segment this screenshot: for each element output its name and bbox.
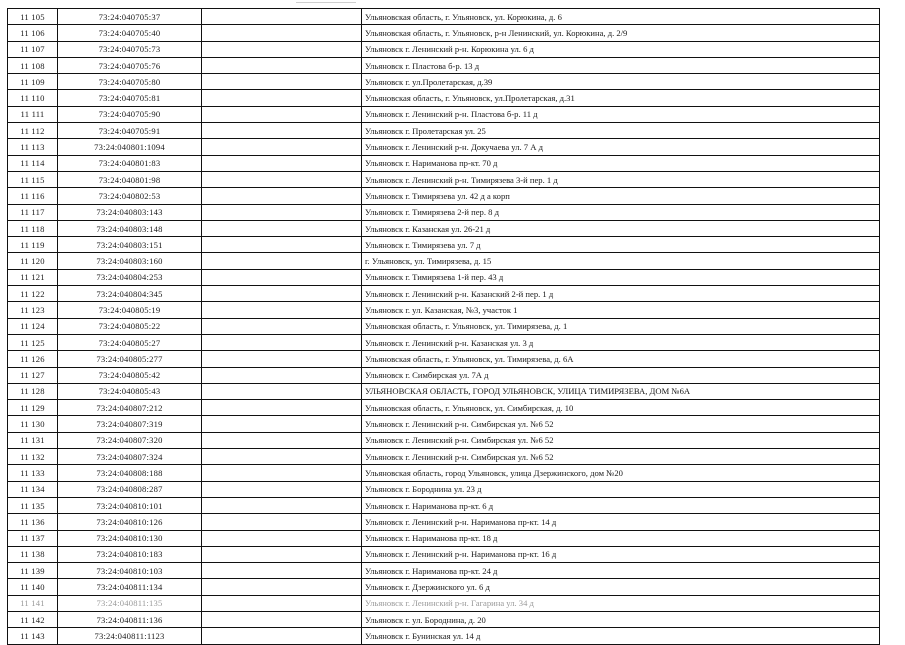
table-row — [8, 220, 880, 236]
address-cell: Ульяновская область, г. Ульяновск, ул. Корюкина, д. 6 — [362, 9, 880, 25]
table-row — [8, 318, 880, 334]
cadastral-number-cell: 73:24:040705:73 — [58, 41, 202, 57]
address-cell: Ульяновск г. Тимирязева 2-й пер. 8 д — [362, 204, 880, 220]
address-cell: УЛЬЯНОВСКАЯ ОБЛАСТЬ, ГОРОД УЛЬЯНОВСК, УЛИЦА ТИМИРЯЗЕВА, ДОМ №6А — [362, 383, 880, 399]
empty-cell — [202, 74, 362, 90]
cadastral-number-cell: 73:24:040803:160 — [58, 253, 202, 269]
table-row — [8, 416, 880, 432]
cadastral-number-cell: 73:24:040811:1123 — [58, 628, 202, 644]
cadastral-number-cell: 73:24:040802:53 — [58, 188, 202, 204]
cadastral-number-cell: 73:24:040810:183 — [58, 546, 202, 562]
row-number-cell: 11 108 — [8, 57, 58, 73]
row-number-cell: 11 121 — [8, 269, 58, 285]
table-row — [8, 253, 880, 269]
empty-cell — [202, 139, 362, 155]
row-number-cell: 11 141 — [8, 595, 58, 611]
table-row — [8, 628, 880, 644]
address-cell: Ульяновск г. Тимирязева ул. 7 д — [362, 237, 880, 253]
cadastral-number-cell: 73:24:040803:148 — [58, 220, 202, 236]
address-cell: Ульяновская область, г. Ульяновск, ул. Тимирязева, д. 6А — [362, 351, 880, 367]
row-number-cell: 11 119 — [8, 237, 58, 253]
empty-cell — [202, 579, 362, 595]
table-row — [8, 367, 880, 383]
row-number-cell: 11 127 — [8, 367, 58, 383]
table-row — [8, 41, 880, 57]
table-row — [8, 302, 880, 318]
empty-cell — [202, 497, 362, 513]
empty-cell — [202, 318, 362, 334]
address-cell: Ульяновская область, г. Ульяновск, ул.Пролетарская, д.31 — [362, 90, 880, 106]
table-row — [8, 351, 880, 367]
table-row — [8, 334, 880, 350]
table-row — [8, 123, 880, 139]
row-number-cell: 11 118 — [8, 220, 58, 236]
table-row — [8, 155, 880, 171]
empty-cell — [202, 595, 362, 611]
empty-cell — [202, 204, 362, 220]
table-row — [8, 432, 880, 448]
row-number-cell: 11 120 — [8, 253, 58, 269]
empty-cell — [202, 57, 362, 73]
empty-cell — [202, 351, 362, 367]
cadastral-number-cell: 73:24:040705:37 — [58, 9, 202, 25]
table-row — [8, 139, 880, 155]
table-row — [8, 57, 880, 73]
row-number-cell: 11 110 — [8, 90, 58, 106]
cadastral-number-cell: 73:24:040705:90 — [58, 106, 202, 122]
address-cell: Ульяновская область, город Ульяновск, улица Дзержинского, дом №20 — [362, 465, 880, 481]
address-cell: Ульяновск г. Тимирязева 1-й пер. 43 д — [362, 269, 880, 285]
table-row — [8, 106, 880, 122]
cadastral-number-cell: 73:24:040805:42 — [58, 367, 202, 383]
address-cell: Ульяновск г. Нариманова пр-кт. 70 д — [362, 155, 880, 171]
cadastral-number-cell: 73:24:040810:130 — [58, 530, 202, 546]
row-number-cell: 11 106 — [8, 25, 58, 41]
cadastral-number-cell: 73:24:040804:345 — [58, 286, 202, 302]
address-cell: Ульяновск г. Ленинский р-н. Нариманова пр-кт. 16 д — [362, 546, 880, 562]
empty-cell — [202, 302, 362, 318]
row-number-cell: 11 124 — [8, 318, 58, 334]
cadastral-number-cell: 73:24:040805:27 — [58, 334, 202, 350]
address-cell: Ульяновск г. Ленинский р-н. Казанский 2-й пер. 1 д — [362, 286, 880, 302]
cadastral-number-cell: 73:24:040811:136 — [58, 611, 202, 627]
cadastral-number-cell: 73:24:040805:277 — [58, 351, 202, 367]
table-row — [8, 530, 880, 546]
address-cell: Ульяновск г. Тимирязева ул. 42 д а корп — [362, 188, 880, 204]
empty-cell — [202, 123, 362, 139]
table-row — [8, 237, 880, 253]
row-number-cell: 11 116 — [8, 188, 58, 204]
table-row — [8, 269, 880, 285]
address-cell: Ульяновск г. Ленинский р-н. Гагарина ул. 34 д — [362, 595, 880, 611]
cadastral-number-cell: 73:24:040810:101 — [58, 497, 202, 513]
cadastral-number-cell: 73:24:040801:98 — [58, 171, 202, 187]
cadastral-number-cell: 73:24:040810:126 — [58, 514, 202, 530]
address-cell: Ульяновск г. Ленинский р-н. Тимирязева 3-й пер. 1 д — [362, 171, 880, 187]
empty-cell — [202, 383, 362, 399]
cadastral-number-cell: 73:24:040808:287 — [58, 481, 202, 497]
row-number-cell: 11 137 — [8, 530, 58, 546]
empty-cell — [202, 563, 362, 579]
empty-cell — [202, 269, 362, 285]
empty-cell — [202, 611, 362, 627]
address-cell: Ульяновск г. Ленинский р-н. Докучаева ул. 7 А д — [362, 139, 880, 155]
cadastral-number-cell: 73:24:040810:103 — [58, 563, 202, 579]
empty-cell — [202, 367, 362, 383]
cadastral-number-cell: 73:24:040705:91 — [58, 123, 202, 139]
row-number-cell: 11 112 — [8, 123, 58, 139]
address-cell: Ульяновск г. Дзержинского ул. 6 д — [362, 579, 880, 595]
row-number-cell: 11 139 — [8, 563, 58, 579]
row-number-cell: 11 123 — [8, 302, 58, 318]
address-cell: Ульяновск г. Ленинский р-н. Корюкина ул. 6 д — [362, 41, 880, 57]
row-number-cell: 11 133 — [8, 465, 58, 481]
cadastral-number-cell: 73:24:040807:212 — [58, 400, 202, 416]
table-row — [8, 383, 880, 399]
cadastral-number-cell: 73:24:040803:151 — [58, 237, 202, 253]
cadastral-number-cell: 73:24:040804:253 — [58, 269, 202, 285]
address-cell: Ульяновск г. ул. Казанская, №3, участок 1 — [362, 302, 880, 318]
empty-cell — [202, 25, 362, 41]
table-row — [8, 497, 880, 513]
cadastral-number-cell: 73:24:040801:83 — [58, 155, 202, 171]
row-number-cell: 11 140 — [8, 579, 58, 595]
row-number-cell: 11 131 — [8, 432, 58, 448]
row-number-cell: 11 130 — [8, 416, 58, 432]
cadastral-number-cell: 73:24:040807:319 — [58, 416, 202, 432]
cadastral-number-cell: 73:24:040805:43 — [58, 383, 202, 399]
cadastral-number-cell: 73:24:040807:320 — [58, 432, 202, 448]
cadastral-number-cell: 73:24:040705:81 — [58, 90, 202, 106]
address-cell: Ульяновск г. Ленинский р-н. Казанская ул. 3 д — [362, 334, 880, 350]
row-number-cell: 11 135 — [8, 497, 58, 513]
empty-cell — [202, 286, 362, 302]
row-number-cell: 11 114 — [8, 155, 58, 171]
table-row — [8, 9, 880, 25]
address-cell: Ульяновск г. ул. Бороднина, д. 20 — [362, 611, 880, 627]
row-number-cell: 11 128 — [8, 383, 58, 399]
address-cell: Ульяновск г. ул.Пролетарская, д.39 — [362, 74, 880, 90]
address-cell: Ульяновск г. Ленинский р-н. Симбирская ул. №6 52 — [362, 416, 880, 432]
empty-cell — [202, 514, 362, 530]
empty-cell — [202, 481, 362, 497]
table-row — [8, 563, 880, 579]
address-cell: Ульяновская область, г. Ульяновск, ул. Тимирязева, д. 1 — [362, 318, 880, 334]
cadastral-number-cell: 73:24:040705:76 — [58, 57, 202, 73]
empty-cell — [202, 9, 362, 25]
row-number-cell: 11 129 — [8, 400, 58, 416]
empty-cell — [202, 220, 362, 236]
empty-cell — [202, 237, 362, 253]
table-row — [8, 465, 880, 481]
empty-cell — [202, 546, 362, 562]
table-row — [8, 514, 880, 530]
address-cell: Ульяновск г. Ленинский р-н. Симбирская ул. №6 52 — [362, 449, 880, 465]
address-cell: Ульяновск г. Казанская ул. 26-21 д — [362, 220, 880, 236]
address-cell: Ульяновск г. Бороднина ул. 23 д — [362, 481, 880, 497]
empty-cell — [202, 432, 362, 448]
row-number-cell: 11 107 — [8, 41, 58, 57]
address-cell: Ульяновск г. Нариманова пр-кт. 6 д — [362, 497, 880, 513]
row-number-cell: 11 111 — [8, 106, 58, 122]
registry-body — [8, 9, 880, 645]
address-cell: г. Ульяновск, ул. Тимирязева, д. 15 — [362, 253, 880, 269]
cadastral-number-cell: 73:24:040801:1094 — [58, 139, 202, 155]
empty-cell — [202, 155, 362, 171]
address-cell: Ульяновск г. Нариманова пр-кт. 18 д — [362, 530, 880, 546]
table-row — [8, 595, 880, 611]
table-row — [8, 546, 880, 562]
cadastral-number-cell: 73:24:040805:22 — [58, 318, 202, 334]
cadastral-number-cell: 73:24:040805:19 — [58, 302, 202, 318]
table-row — [8, 188, 880, 204]
address-cell: Ульяновск г. Нариманова пр-кт. 24 д — [362, 563, 880, 579]
address-cell: Ульяновск г. Симбирская ул. 7А д — [362, 367, 880, 383]
row-number-cell: 11 132 — [8, 449, 58, 465]
row-number-cell: 11 117 — [8, 204, 58, 220]
address-cell: Ульяновск г. Пролетарская ул. 25 — [362, 123, 880, 139]
row-number-cell: 11 136 — [8, 514, 58, 530]
row-number-cell: 11 126 — [8, 351, 58, 367]
row-number-cell: 11 143 — [8, 628, 58, 644]
address-cell: Ульяновск г. Ленинский р-н. Пластова б-р. 11 д — [362, 106, 880, 122]
address-cell: Ульяновск г. Ленинский р-н. Симбирская ул. №6 52 — [362, 432, 880, 448]
table-row — [8, 25, 880, 41]
table-row — [8, 449, 880, 465]
empty-cell — [202, 334, 362, 350]
cadastral-number-cell: 73:24:040807:324 — [58, 449, 202, 465]
row-number-cell: 11 105 — [8, 9, 58, 25]
row-number-cell: 11 115 — [8, 171, 58, 187]
table-row — [8, 74, 880, 90]
empty-cell — [202, 530, 362, 546]
address-cell: Ульяновск г. Пластова б-р. 13 д — [362, 57, 880, 73]
empty-cell — [202, 106, 362, 122]
cadastral-number-cell: 73:24:040803:143 — [58, 204, 202, 220]
empty-cell — [202, 188, 362, 204]
empty-cell — [202, 400, 362, 416]
table-row — [8, 579, 880, 595]
address-cell: Ульяновская область, г. Ульяновск, ул. Симбирская, д. 10 — [362, 400, 880, 416]
table-row — [8, 90, 880, 106]
row-number-cell: 11 142 — [8, 611, 58, 627]
empty-cell — [202, 449, 362, 465]
table-row — [8, 481, 880, 497]
empty-cell — [202, 465, 362, 481]
cadastral-number-cell: 73:24:040811:134 — [58, 579, 202, 595]
row-number-cell: 11 109 — [8, 74, 58, 90]
row-number-cell: 11 113 — [8, 139, 58, 155]
table-row — [8, 611, 880, 627]
cadastral-number-cell: 73:24:040808:188 — [58, 465, 202, 481]
row-number-cell: 11 125 — [8, 334, 58, 350]
address-cell: Ульяновская область, г. Ульяновск, р-н Ленинский, ул. Корюкина, д. 2/9 — [362, 25, 880, 41]
table-row — [8, 400, 880, 416]
table-row — [8, 204, 880, 220]
address-cell: Ульяновск г. Ленинский р-н. Нариманова пр-кт. 14 д — [362, 514, 880, 530]
empty-cell — [202, 90, 362, 106]
empty-cell — [202, 253, 362, 269]
cadastral-number-cell: 73:24:040811:135 — [58, 595, 202, 611]
address-cell: Ульяновск г. Бунинская ул. 14 д — [362, 628, 880, 644]
row-number-cell: 11 122 — [8, 286, 58, 302]
table-row — [8, 286, 880, 302]
row-number-cell: 11 138 — [8, 546, 58, 562]
cadastral-number-cell: 73:24:040705:40 — [58, 25, 202, 41]
empty-cell — [202, 416, 362, 432]
table-row — [8, 171, 880, 187]
property-registry-table — [7, 8, 880, 645]
empty-cell — [202, 628, 362, 644]
empty-cell — [202, 41, 362, 57]
cadastral-number-cell: 73:24:040705:80 — [58, 74, 202, 90]
scan-artifact — [296, 2, 356, 3]
empty-cell — [202, 171, 362, 187]
row-number-cell: 11 134 — [8, 481, 58, 497]
